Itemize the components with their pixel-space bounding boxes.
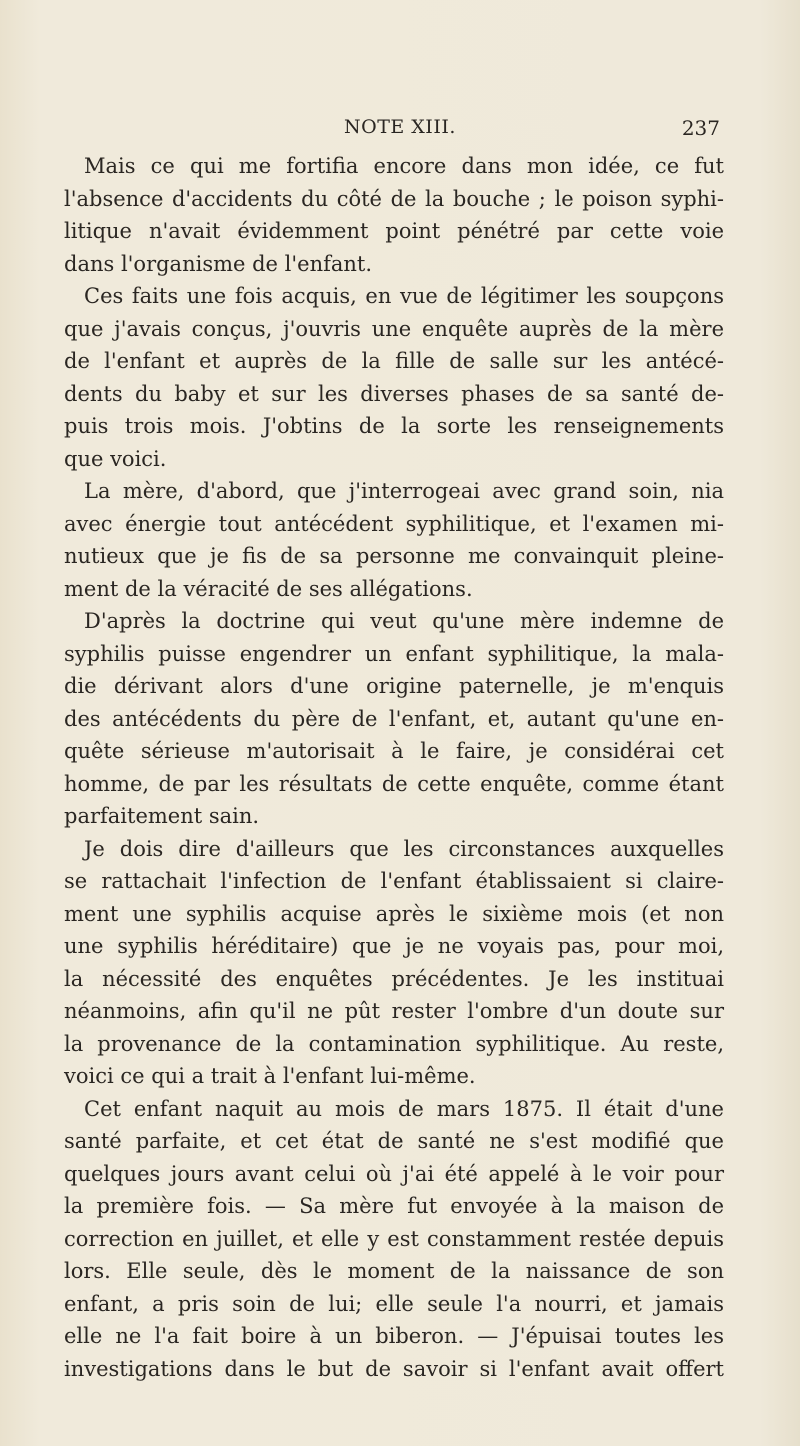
body-text bbox=[64, 150, 724, 1385]
text-line: homme, de par les résultats de cette enquête, comme étant bbox=[64, 771, 724, 796]
text-line: Cet enfant naquit au mois de mars 1875. Il était d'une bbox=[84, 1096, 724, 1121]
text-line: une syphilis héréditaire) que je ne voyais pas, pour moi, bbox=[64, 934, 724, 958]
text-line: néanmoins, afin qu'il ne pût rester l'ombre d'un doute sur bbox=[64, 999, 724, 1023]
text-line: syphilis puisse engendrer un enfant syphilitique, la mala- bbox=[64, 641, 724, 666]
text-line: quête sérieuse m'autorisait à le faire, je considérai cet bbox=[64, 739, 724, 763]
text-line: parfaitement sain. bbox=[64, 804, 260, 828]
text-line: voici ce qui a trait à l'enfant lui-même. bbox=[64, 1064, 476, 1088]
text-line: puis trois mois. J'obtins de la sorte les renseignements bbox=[64, 414, 724, 438]
text-line: avec énergie tout antécédent syphilitique, et l'examen mi- bbox=[64, 511, 724, 536]
text-line: correction en juillet, et elle y est constamment restée depuis bbox=[64, 1226, 724, 1251]
text-line: La mère, d'abord, que j'interrogeai avec grand soin, nia bbox=[84, 479, 724, 503]
page-number: 237 bbox=[681, 116, 720, 140]
text-line: Je dois dire d'ailleurs que les circonstances auxquelles bbox=[84, 836, 724, 861]
text-line: santé parfaite, et cet état de santé ne s'est modifié que bbox=[64, 1129, 724, 1153]
text-line: investigations dans le but de savoir si l'enfant avait offert bbox=[64, 1356, 724, 1381]
text-line: que voici. bbox=[64, 446, 167, 471]
text-line: dans l'organisme de l'enfant. bbox=[64, 251, 373, 276]
text-line: ment de la véracité de ses allégations. bbox=[64, 576, 473, 601]
text-line: nutieux que je fis de sa personne me convainquit pleine- bbox=[64, 544, 724, 568]
text-line: Mais ce qui me fortifia encore dans mon idée, ce fut bbox=[84, 154, 724, 178]
text-line: de l'enfant et auprès de la fille de salle sur les antécé- bbox=[64, 349, 724, 373]
text-line: la provenance de la contamination syphilitique. Au reste, bbox=[64, 1031, 724, 1056]
page-header bbox=[0, 112, 800, 140]
text-line: litique n'avait évidemment point pénétré par cette voie bbox=[64, 219, 724, 243]
text-line: la nécessité des enquêtes précédentes. Je les instituai bbox=[64, 966, 724, 991]
running-head: NOTE XIII. bbox=[344, 116, 456, 138]
text-line: Ces faits une fois acquis, en vue de légitimer les soupçons bbox=[84, 284, 724, 308]
text-line: lors. Elle seule, dès le moment de la naissance de son bbox=[64, 1259, 724, 1283]
text-line: dents du baby et sur les diverses phases de sa santé de- bbox=[64, 381, 724, 406]
text-line: D'après la doctrine qui veut qu'une mère indemne de bbox=[84, 609, 724, 633]
text-line: l'absence d'accidents du côté de la bouche ; le poison syphi- bbox=[64, 186, 724, 211]
text-line: que j'avais conçus, j'ouvris une enquête auprès de la mère bbox=[64, 316, 724, 341]
text-line: se rattachait l'infection de l'enfant établissaient si claire- bbox=[64, 869, 724, 893]
text-line: die dérivant alors d'une origine paternelle, je m'enquis bbox=[64, 674, 724, 698]
text-line: quelques jours avant celui où j'ai été appelé à le voir pour bbox=[64, 1161, 724, 1186]
text-line: elle ne l'a fait boire à un biberon. — J'épuisai toutes les bbox=[64, 1324, 724, 1348]
text-line: ment une syphilis acquise après le sixième mois (et non bbox=[64, 901, 724, 926]
text-line: la première fois. — Sa mère fut envoyée à la maison de bbox=[64, 1194, 724, 1218]
text-line: des antécédents du père de l'enfant, et, autant qu'une en- bbox=[64, 706, 724, 731]
text-line: enfant, a pris soin de lui; elle seule l'a nourri, et jamais bbox=[64, 1291, 724, 1316]
